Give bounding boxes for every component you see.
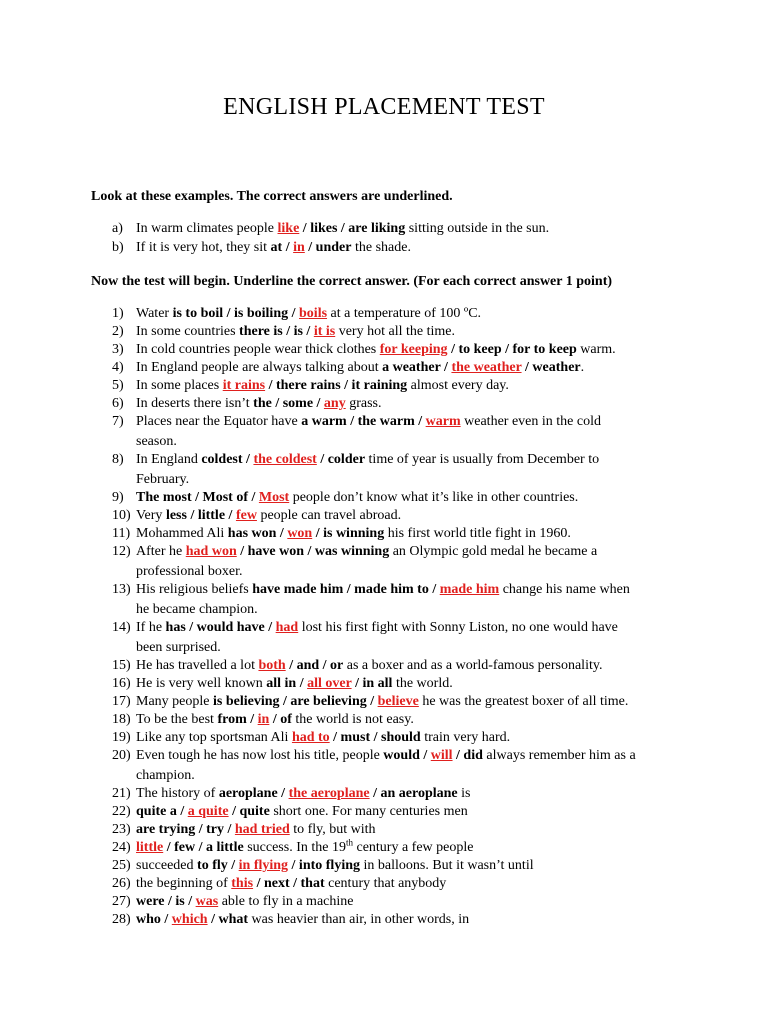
question-line-text <box>136 619 618 637</box>
question-text: short one. For many centuries men <box>269 804 468 819</box>
question-text: is <box>457 786 471 801</box>
question-number: 23) <box>112 822 131 837</box>
question-text: His religious beliefs <box>136 582 253 597</box>
correct-answer: the weather <box>451 360 522 375</box>
question-text: succeeded <box>136 858 198 873</box>
question-text: been surprised. <box>136 640 221 655</box>
answer-options: has / would have / <box>165 620 276 635</box>
question-text: February. <box>136 472 190 487</box>
question-number: 13) <box>112 582 131 597</box>
question-number: 28) <box>112 912 131 927</box>
question-text: change his name when <box>499 582 630 597</box>
answer-options: there is / is / <box>239 324 314 339</box>
question-line-text <box>136 341 616 359</box>
question-line-text <box>136 507 401 525</box>
question-line-text <box>136 911 469 929</box>
question-number: 17) <box>112 694 131 709</box>
correct-answer: all over <box>307 676 352 691</box>
question-number: 6) <box>112 396 124 411</box>
question-line-text <box>136 839 473 857</box>
answer-options: / few / a little <box>163 840 244 855</box>
answer-options: are trying / try / <box>136 822 235 837</box>
question-text: able to fly in a machine <box>218 894 354 909</box>
question-line-text <box>136 323 455 341</box>
answer-options: likes / are liking <box>310 221 406 236</box>
question-number: 18) <box>112 712 131 727</box>
question-text: his first world title fight in 1960. <box>384 526 571 541</box>
question-text: the beginning of <box>136 876 232 891</box>
question-text: In England people are always talking about <box>136 360 383 375</box>
question-text: people can travel abroad. <box>256 508 402 523</box>
correct-answer: which <box>171 912 208 927</box>
question-number: 25) <box>112 858 131 873</box>
question-text: Very <box>136 508 166 523</box>
answer-options: / have won / was winning <box>236 544 390 559</box>
answer-options: would / <box>383 748 431 763</box>
question-number: 21) <box>112 786 131 801</box>
question-line-text <box>136 785 470 803</box>
question-number: 2) <box>112 324 124 339</box>
answer-options: / what <box>207 912 249 927</box>
correct-answer: for keeping <box>379 342 448 357</box>
question-line-text <box>136 639 221 657</box>
question-number: 5) <box>112 378 124 393</box>
question-text: Many people <box>136 694 213 709</box>
correct-answer: made him <box>439 582 500 597</box>
question-line-text <box>136 821 376 839</box>
question-line-text <box>136 893 353 911</box>
question-text: In warm climates people <box>136 221 278 236</box>
answer-options: coldest / <box>201 452 254 467</box>
question-text: The history of <box>136 786 219 801</box>
answer-options: were / is / <box>136 894 196 909</box>
question-text: He has travelled a lot <box>136 658 259 673</box>
question-text: time of year is usually from December to <box>365 452 600 467</box>
question-number: 14) <box>112 620 131 635</box>
superscript: th <box>345 837 353 848</box>
question-number: 10) <box>112 508 131 523</box>
answer-options: the / some / <box>253 396 324 411</box>
question-line-text <box>136 675 453 693</box>
correct-answer: a quite <box>187 804 229 819</box>
question-text: lost his first fight with Sonny Liston, no one would have <box>298 620 618 635</box>
answer-options: has won / <box>227 526 288 541</box>
correct-answer: in <box>257 712 270 727</box>
question-text: success. In the 19 <box>243 840 346 855</box>
question-text: very hot all the time. <box>335 324 455 339</box>
question-text: people don’t know what it’s like in other countries. <box>289 490 579 505</box>
question-number: 16) <box>112 676 131 691</box>
correct-answer: both <box>258 658 286 673</box>
answer-options: / there rains / it raining <box>265 378 408 393</box>
correct-answer: believe <box>377 694 419 709</box>
correct-answer: it rains <box>222 378 266 393</box>
question-text: at a temperature of 100 ºC. <box>327 306 482 321</box>
answer-options: / an aeroplane <box>369 786 458 801</box>
answer-options: / quite <box>228 804 270 819</box>
answer-options: / of <box>269 712 292 727</box>
question-number: 9) <box>112 490 124 505</box>
correct-answer: was <box>195 894 219 909</box>
correct-answer: the aeroplane <box>288 786 370 801</box>
question-number: 1) <box>112 306 124 321</box>
correct-answer: had to <box>291 730 330 745</box>
question-line-text <box>136 377 509 395</box>
question-line-text <box>136 451 599 469</box>
example-label: a) <box>112 221 123 236</box>
question-number: 8) <box>112 452 124 467</box>
correct-answer: won <box>287 526 313 541</box>
answer-options: / weather <box>521 360 581 375</box>
question-text: In England <box>136 452 202 467</box>
answer-options: / did <box>452 748 483 763</box>
answer-options: who / <box>136 912 172 927</box>
example-text <box>136 239 411 257</box>
question-text: always remember him as a <box>482 748 636 763</box>
question-line-text <box>136 803 468 821</box>
question-number: 22) <box>112 804 131 819</box>
answer-options: less / little / <box>165 508 236 523</box>
answer-options: is believing / are believing / <box>212 694 378 709</box>
answer-options: The most / Most of / <box>136 490 259 505</box>
test-heading: Now the test will begin. Underline the correct answer. (For each correct answer 1 point) <box>91 274 613 289</box>
answer-options: to fly / <box>197 858 239 873</box>
question-line-text <box>136 395 382 413</box>
question-text: sitting outside in the sun. <box>405 221 550 236</box>
question-text: to fly, but with <box>289 822 376 837</box>
correct-answer: in flying <box>238 858 289 873</box>
answer-options: / to keep / for to keep <box>447 342 577 357</box>
question-line-text <box>136 601 258 619</box>
examples-heading: Look at these examples. The correct answers are underlined. <box>91 189 453 204</box>
answer-options: a warm / the warm / <box>301 414 426 429</box>
question-text: century that anybody <box>324 876 447 891</box>
question-line-text <box>136 581 630 599</box>
correct-answer: few <box>235 508 257 523</box>
answer-options: / must / should <box>329 730 421 745</box>
question-text: train very hard. <box>420 730 511 745</box>
question-number: 27) <box>112 894 131 909</box>
answer-options: at / <box>270 240 294 255</box>
question-line-text <box>136 875 446 893</box>
question-text: champion. <box>136 768 195 783</box>
question-text: warm. <box>576 342 616 357</box>
correct-answer: in <box>293 240 305 255</box>
question-text: he became champion. <box>136 602 258 617</box>
question-line-text <box>136 525 571 543</box>
question-line-text <box>136 433 177 451</box>
question-text: he was the greatest boxer of all time. <box>418 694 629 709</box>
question-text: Even tough he has now lost his title, people <box>136 748 384 763</box>
answer-options: / into flying <box>288 858 361 873</box>
answer-options: / <box>299 221 311 236</box>
question-number: 3) <box>112 342 124 357</box>
answer-options: have made him / made him to / <box>252 582 440 597</box>
answer-options: / under <box>304 240 352 255</box>
question-text: Water <box>136 306 173 321</box>
correct-answer: had won <box>185 544 237 559</box>
question-text: Mohammed Ali <box>136 526 228 541</box>
answer-options: aeroplane / <box>218 786 289 801</box>
question-line-text <box>136 767 195 785</box>
correct-answer: warm <box>425 414 461 429</box>
question-line-text <box>136 693 628 711</box>
question-number: 26) <box>112 876 131 891</box>
question-text: the world is not easy. <box>291 712 414 727</box>
answer-options: / and / or <box>285 658 344 673</box>
question-text: After he <box>136 544 186 559</box>
answer-options: / colder <box>316 452 366 467</box>
correct-answer: little <box>136 840 164 855</box>
correct-answer: any <box>323 396 346 411</box>
question-line-text <box>136 489 578 507</box>
question-line-text <box>136 657 602 675</box>
question-number: 12) <box>112 544 131 559</box>
answer-options: quite a / <box>136 804 188 819</box>
question-number: 11) <box>112 526 131 541</box>
question-line-text <box>136 543 597 561</box>
question-number: 15) <box>112 658 131 673</box>
correct-answer: this <box>231 876 254 891</box>
correct-answer: boils <box>299 306 328 321</box>
example-label: b) <box>112 240 124 255</box>
question-text: weather even in the cold <box>460 414 601 429</box>
question-text: grass. <box>345 396 382 411</box>
question-text: the shade. <box>351 240 411 255</box>
question-text: as a boxer and as a world-famous personality. <box>343 658 603 673</box>
question-line-text <box>136 711 414 729</box>
example-text <box>136 220 549 238</box>
question-text: In deserts there isn’t <box>136 396 254 411</box>
question-number: 20) <box>112 748 131 763</box>
answer-options: a weather / <box>382 360 452 375</box>
question-number: 4) <box>112 360 124 375</box>
question-line-text <box>136 563 243 581</box>
question-text: In some countries <box>136 324 240 339</box>
question-number: 24) <box>112 840 131 855</box>
question-text: almost every day. <box>407 378 509 393</box>
question-number: 19) <box>112 730 131 745</box>
answer-options: / in all <box>351 676 393 691</box>
question-line-text <box>136 359 584 377</box>
question-text: He is very well known <box>136 676 267 691</box>
question-number: 7) <box>112 414 124 429</box>
question-text: . <box>580 360 585 375</box>
page-title: ENGLISH PLACEMENT TEST <box>223 94 545 120</box>
question-line-text <box>136 413 601 431</box>
question-text: season. <box>136 434 177 449</box>
question-text: Like any top sportsman Ali <box>136 730 292 745</box>
question-text: To be the best <box>136 712 218 727</box>
correct-answer: like <box>277 221 300 236</box>
question-text: Places near the Equator have <box>136 414 302 429</box>
question-text: was heavier than air, in other words, in <box>248 912 470 927</box>
correct-answer: had tried <box>234 822 290 837</box>
question-line-text <box>136 305 481 323</box>
question-line-text <box>136 471 189 489</box>
correct-answer: had <box>275 620 299 635</box>
correct-answer: it is <box>313 324 336 339</box>
question-text: in balloons. But it wasn’t until <box>360 858 534 873</box>
answer-options: all in / <box>266 676 308 691</box>
question-text: In some places <box>136 378 223 393</box>
question-text: If it is very hot, they sit <box>136 240 271 255</box>
question-text: an Olympic gold medal he became a <box>389 544 598 559</box>
question-text: the world. <box>392 676 453 691</box>
correct-answer: will <box>430 748 453 763</box>
correct-answer: the coldest <box>253 452 317 467</box>
answer-options: / next / that <box>253 876 325 891</box>
answer-options: / is winning <box>312 526 385 541</box>
answer-options: from / <box>217 712 258 727</box>
question-text: If he <box>136 620 166 635</box>
question-line-text <box>136 857 534 875</box>
question-line-text <box>136 729 510 747</box>
question-text: In cold countries people wear thick clothes <box>136 342 380 357</box>
question-text: century a few people <box>352 840 474 855</box>
answer-options: is to boil / is boiling / <box>172 306 300 321</box>
question-text: professional boxer. <box>136 564 243 579</box>
correct-answer: Most <box>258 490 290 505</box>
question-line-text <box>136 747 636 765</box>
